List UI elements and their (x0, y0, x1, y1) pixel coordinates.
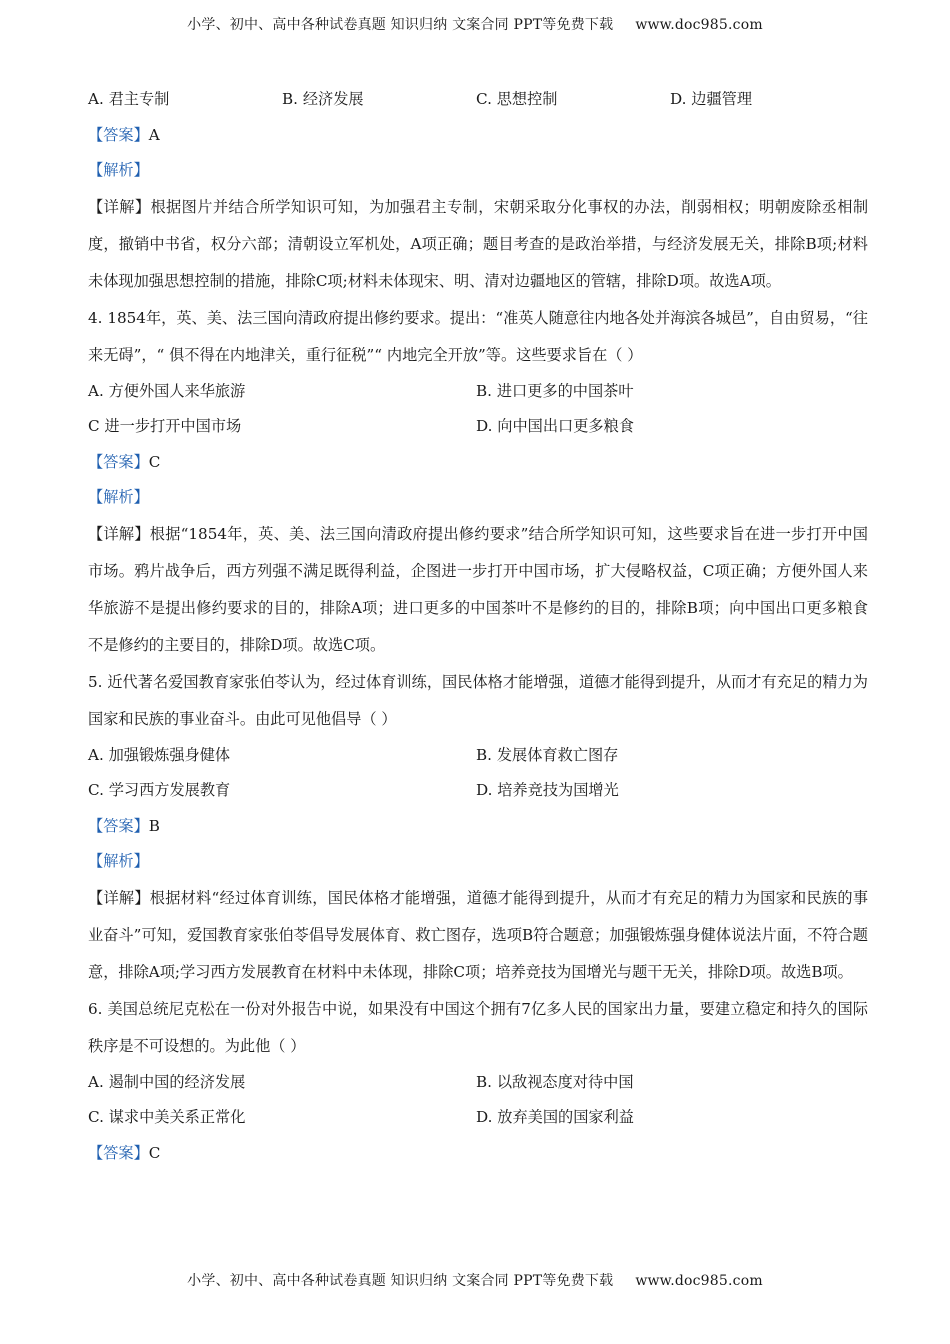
q3-options (88, 82, 868, 118)
answer-label: 【答案】 (88, 816, 149, 835)
footer-title: 小学、初中、高中各种试卷真题 知识归纳 文案合同 PPT等免费下载 (187, 1273, 614, 1289)
q4-option-b: B. 进口更多的中国茶叶 (476, 381, 634, 400)
q5-analysis-line (88, 844, 868, 880)
answer-label: 【答案】 (88, 1143, 149, 1162)
q4-option-d: D. 向中国出口更多粮食 (476, 417, 634, 435)
q5-answer-line (88, 809, 868, 845)
header-title: 小学、初中、高中各种试卷真题 知识归纳 文案合同 PPT等免费下载 (187, 17, 614, 33)
q6-option-d: D. 放弃美国的国家利益 (476, 1108, 634, 1126)
q4-stem: 4. 1854年，英、美、法三国向清政府提出修约要求。提出：“准英人随意往内地各处并海滨各城邑”，自由贸易，“往来无碍”，“ 俱不得在内地津关，重行征税”“ 内地完全开放”等。这些要求旨在（ ） (88, 308, 868, 364)
q5-detail-text: 根据材料“经过体育训练，国民体格才能增强，道德才能得到提升，从而才有充足的精力为国家和民族的事业奋斗”可知，爱国教育家张伯苓倡导发展体育、救亡图存，选项B符合题意；加强锻炼强身健体说法片面，不符合题意，排除A项;学习西方发展教育在材料中未体现，排除C项；培养竞技为国增光与题干无关，排除D项。故选B项。 (88, 888, 869, 981)
q5-option-c: C. 学习西方发展教育 (88, 781, 231, 799)
detail-label: 【详解】 (88, 197, 151, 216)
q5-option-a: A. 加强锻炼强身健体 (88, 745, 231, 764)
answer-label: 【答案】 (88, 125, 149, 144)
q6-options-row2 (88, 1100, 868, 1136)
detail-label: 【详解】 (88, 524, 150, 543)
q5-detail (88, 880, 868, 991)
q4-option-c: C 进一步打开中国市场 (88, 417, 242, 435)
q6-option-a: A. 遏制中国的经济发展 (88, 1072, 246, 1091)
q3-option-b: B. 经济发展 (282, 90, 364, 108)
header-url[interactable]: www.doc985.com (635, 17, 763, 33)
page-footer (0, 1270, 950, 1290)
page-header (0, 14, 950, 34)
q5-option-d: D. 培养竞技为国增光 (476, 781, 619, 799)
detail-label: 【详解】 (88, 888, 150, 907)
q4-answer-line (88, 445, 868, 481)
q3-detail-text: 根据图片并结合所学知识可知，为加强君主专制，宋朝采取分化事权的办法，削弱相权；明朝废除丞相制度，撤销中书省，权分六部；清朝设立军机处，A项正确；题目考查的是政治举措，与经济发展无关，排除B项;材料未体现加强思想控制的措施，排除C项;材料未体现宋、明、清对边疆地区的管辖，排除D项。故选A项。 (88, 197, 869, 290)
q4-option-a: A. 方便外国人来华旅游 (88, 381, 246, 400)
q6-stem: 6. 美国总统尼克松在一份对外报告中说，如果没有中国这个拥有7亿多人民的国家出力量，要建立稳定和持久的国际秩序是不可设想的。为此他（ ） (88, 999, 868, 1055)
q5-options-row2 (88, 773, 868, 809)
q5-options-row1 (88, 738, 868, 774)
q3-option-a: A. 君主专制 (88, 90, 170, 108)
q3-option-d: D. 边疆管理 (670, 90, 753, 108)
q6-option-c: C. 谋求中美关系正常化 (88, 1108, 246, 1126)
q3-analysis-line (88, 153, 868, 189)
q3-option-c: C. 思想控制 (476, 90, 558, 108)
analysis-label: 【解析】 (88, 488, 149, 506)
q5-stem: 5. 近代著名爱国教育家张伯苓认为，经过体育训练，国民体格才能增强，道德才能得到提升，从而才有充足的精力为国家和民族的事业奋斗。由此可见他倡导（ ） (88, 672, 868, 728)
analysis-label: 【解析】 (88, 161, 149, 179)
q6-options-row1 (88, 1065, 868, 1101)
q4-options-row2 (88, 409, 868, 445)
q4-detail (88, 516, 868, 664)
q4-detail-text: 根据“1854年，英、美、法三国向清政府提出修约要求”结合所学知识可知，这些要求旨在进一步打开中国市场。鸦片战争后，西方列强不满足既得利益，企图进一步打开中国市场，扩大侵略权益，C项正确；方便外国人来华旅游不是提出修约要求的目的，排除A项；进口更多的中国茶叶不是修约的目的，排除B项；向中国出口更多粮食不是修约的主要目的，排除D项。故选C项。 (88, 524, 868, 654)
q6-answer-line (88, 1136, 868, 1172)
document-body (88, 82, 868, 1171)
footer-url[interactable]: www.doc985.com (635, 1273, 763, 1289)
q4-analysis-line (88, 480, 868, 516)
q5-answer: B (148, 816, 160, 835)
analysis-label: 【解析】 (88, 852, 149, 870)
q6-answer: C (148, 1143, 161, 1162)
q3-detail (88, 189, 868, 300)
answer-label: 【答案】 (88, 452, 149, 471)
q4-options-row1 (88, 374, 868, 410)
q6-option-b: B. 以敌视态度对待中国 (476, 1072, 634, 1091)
q3-answer: A (148, 125, 160, 144)
q5-option-b: B. 发展体育救亡图存 (476, 745, 619, 764)
q4-answer: C (148, 452, 161, 471)
q3-answer-line (88, 118, 868, 154)
